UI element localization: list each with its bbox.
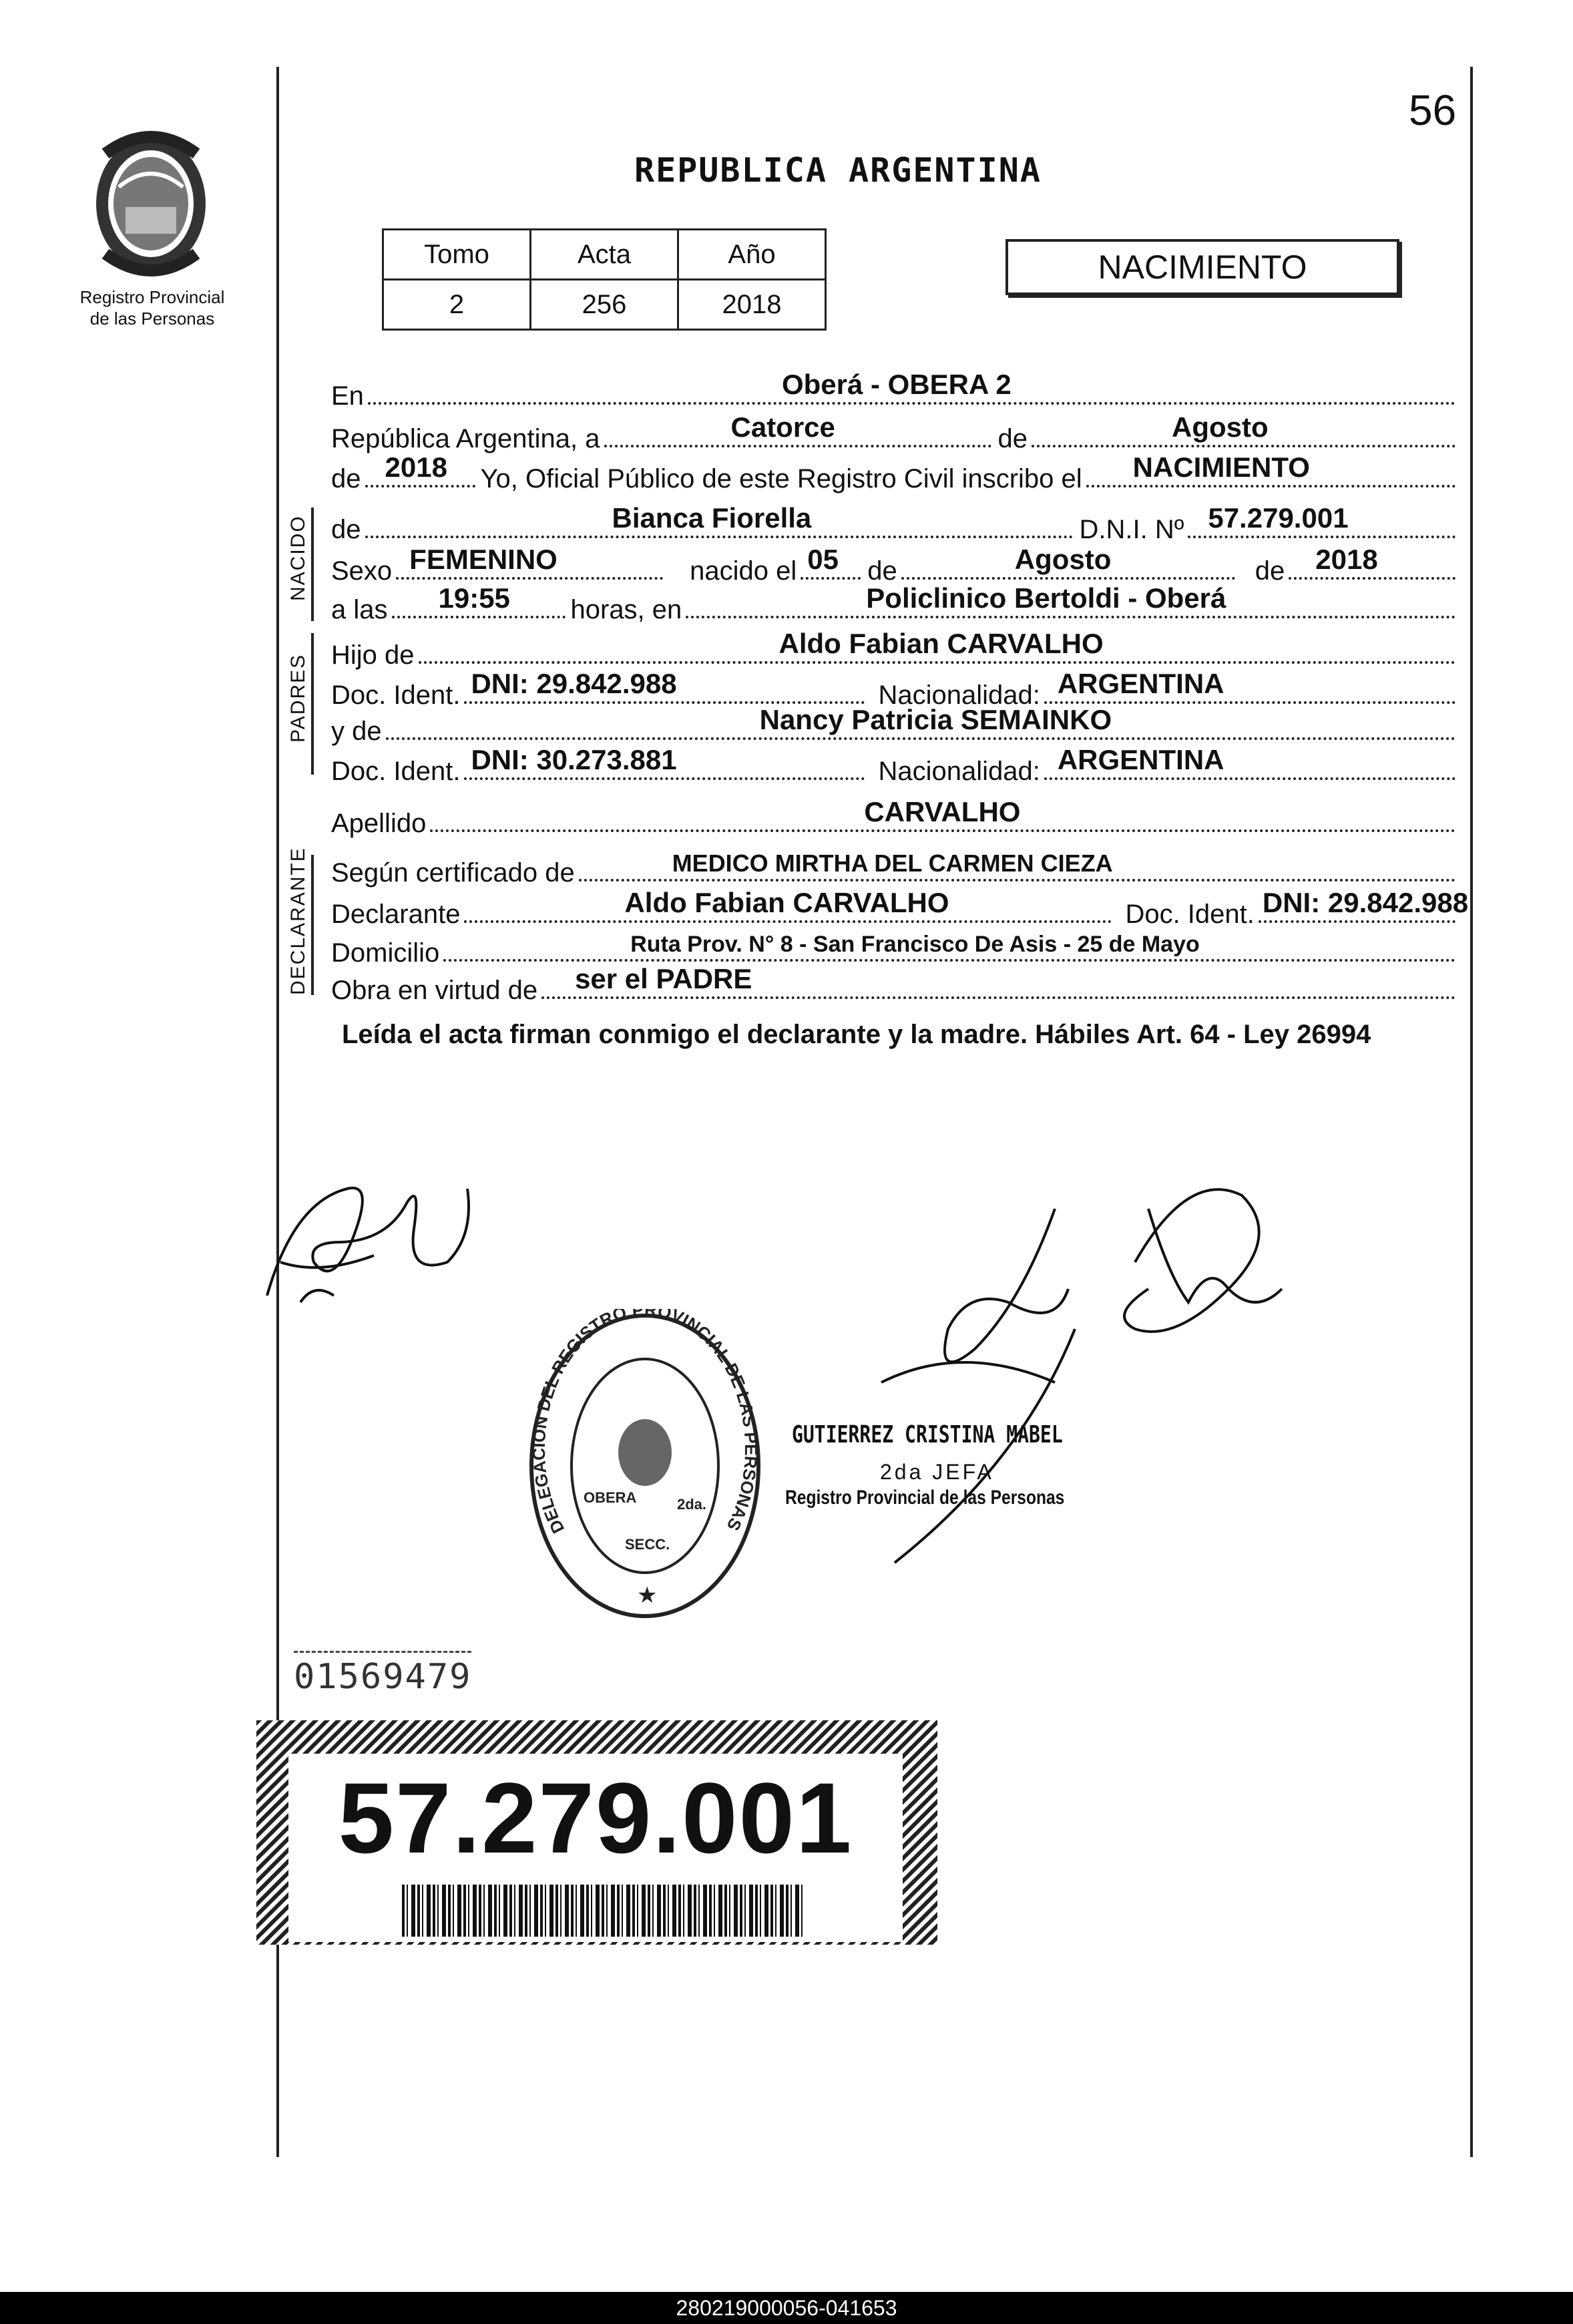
value-birth-place: Policlinico Bertoldi - Oberá xyxy=(866,582,1226,614)
row-year xyxy=(331,451,1455,494)
label-decl-doc: Doc. Ident. xyxy=(1125,900,1255,929)
label-horas: horas, en xyxy=(570,595,682,624)
label-declarante: Declarante xyxy=(331,900,461,929)
stamp-inner-bottom: SECC. xyxy=(625,1536,670,1553)
row-father xyxy=(331,630,1455,670)
value-birth-year: 2018 xyxy=(1315,544,1378,575)
value-mother-nationality: ARGENTINA xyxy=(1057,744,1224,775)
logo-caption-2: de las Personas xyxy=(89,309,215,329)
label-nac-mother: Nacionalidad: xyxy=(878,757,1040,786)
label-domicilio: Domicilio xyxy=(331,938,440,968)
official-title: 2da JEFA xyxy=(880,1460,994,1484)
closing-statement: Leída el acta firman conmigo el declarante y la madre. Hábiles Art. 64 - Ley 26994 xyxy=(342,1020,1371,1049)
logo-caption-1: Registro Provincial xyxy=(79,287,225,307)
stamp-ring-text: DELEGACION DEL REGISTRO PROVINCIAL DE LAS PERSONAS xyxy=(528,1309,762,1537)
value-month: Agosto xyxy=(1172,411,1269,443)
row-date xyxy=(331,411,1455,454)
label-sexo: Sexo xyxy=(331,556,393,586)
registrar-signature xyxy=(855,1129,1309,1596)
label-obra: Obra en virtud de xyxy=(331,976,538,1005)
official-name: GUTIERREZ CRISTINA MABEL xyxy=(792,1421,1063,1448)
row-surname xyxy=(331,796,1455,839)
label-certificado: Según certificado de xyxy=(331,858,575,888)
table-header-ano: Año xyxy=(678,230,826,280)
label-apellido: Apellido xyxy=(331,809,427,838)
value-inscribo: NACIMIENTO xyxy=(1132,451,1310,483)
record-table xyxy=(382,228,827,331)
stamp-inner-right: 2da. xyxy=(677,1496,707,1513)
table-value-ano: 2018 xyxy=(678,280,826,330)
dni-label-inner xyxy=(288,1754,903,1942)
dni-label xyxy=(256,1720,937,1945)
label-de-month: de xyxy=(997,424,1028,453)
official-office: Registro Provincial de las Personas xyxy=(785,1487,1065,1509)
serial-number xyxy=(294,1651,471,1697)
label-de-year: de xyxy=(331,464,361,494)
stamp-inner-left: OBERA xyxy=(584,1489,637,1506)
footer-code: 280219000056-041653 xyxy=(676,2295,897,2320)
row-obra xyxy=(331,963,1455,1006)
value-sexo: FEMENINO xyxy=(409,544,557,575)
value-father-doc: DNI: 29.842.988 xyxy=(471,668,677,699)
value-day-words: Catorce xyxy=(730,411,835,443)
province-logo xyxy=(79,127,223,280)
record-type: NACIMIENTO xyxy=(1098,248,1307,286)
value-birth-day: 05 xyxy=(807,544,839,575)
dni-label-number: 57.279.001 xyxy=(338,1762,853,1874)
row-domicilio xyxy=(331,928,1455,968)
value-surname: CARVALHO xyxy=(864,796,1021,827)
value-domicilio: Ruta Prov. N° 8 - San Francisco De Asis - 25 de Mayo xyxy=(630,932,1200,957)
serial-number-text: 01569479 xyxy=(294,1657,472,1697)
row-declarante xyxy=(331,887,1469,930)
value-obra: ser el PADRE xyxy=(575,963,752,994)
row-sexo xyxy=(331,546,1455,586)
value-mother-name: Nancy Patricia SEMAINKO xyxy=(759,704,1112,735)
bracket-nacido xyxy=(311,508,314,621)
value-declarante: Aldo Fabian CARVALHO xyxy=(624,887,949,918)
row-mother-doc xyxy=(331,744,1455,787)
label-doc-father: Doc. Ident. xyxy=(331,681,461,710)
side-label-declarante: DECLARANTE xyxy=(287,847,309,995)
row-mother xyxy=(331,704,1455,747)
declarant-signature xyxy=(254,1162,494,1322)
label-name: de xyxy=(331,515,361,544)
page-number: 56 xyxy=(1409,86,1457,134)
label-republica: República Argentina, a xyxy=(331,424,600,453)
official-stamp xyxy=(525,1309,765,1623)
label-doc-mother: Doc. Ident. xyxy=(331,757,461,786)
label-nacido: nacido el xyxy=(690,556,797,586)
country-heading: REPUBLICA ARGENTINA xyxy=(634,151,1042,190)
label-inscribo: Yo, Oficial Público de este Registro Civil inscribo el xyxy=(480,464,1082,494)
footer-bar xyxy=(0,2292,1573,2324)
stamp-star-icon: ★ xyxy=(637,1583,658,1608)
value-decl-doc: DNI: 29.842.988 xyxy=(1262,887,1469,918)
row-name xyxy=(331,502,1455,545)
margin-line-right xyxy=(1470,67,1473,2157)
record-type-box xyxy=(1005,239,1399,295)
bracket-padres xyxy=(311,633,314,775)
row-time xyxy=(331,582,1455,625)
label-dni: D.N.I. Nº xyxy=(1079,515,1184,544)
value-mother-doc: DNI: 30.273.881 xyxy=(471,744,677,775)
table-value-tomo: 2 xyxy=(383,280,531,330)
label-birth-de: de xyxy=(867,556,897,586)
label-yde: y de xyxy=(331,717,382,746)
label-birth-de2: de xyxy=(1255,556,1285,586)
value-time: 19:55 xyxy=(438,582,510,614)
bracket-declarante xyxy=(311,855,314,995)
label-nac-father: Nacionalidad: xyxy=(878,681,1040,710)
side-label-nacido: NACIDO xyxy=(287,515,309,601)
value-father-nationality: ARGENTINA xyxy=(1057,668,1224,699)
row-certificado xyxy=(331,848,1455,888)
row-en xyxy=(331,371,1455,411)
table-header-acta: Acta xyxy=(531,230,678,280)
value-name: Bianca Fiorella xyxy=(612,502,812,534)
value-birth-month: Agosto xyxy=(1014,544,1112,575)
label-en: En xyxy=(331,381,364,411)
value-dni: 57.279.001 xyxy=(1208,502,1349,534)
dni-barcode xyxy=(402,1885,803,1937)
table-value-acta: 256 xyxy=(531,280,678,330)
value-en: Oberá - OBERA 2 xyxy=(781,369,1012,400)
value-certificado: MEDICO MIRTHA DEL CARMEN CIEZA xyxy=(672,849,1113,877)
value-year: 2018 xyxy=(385,451,447,483)
value-father-name: Aldo Fabian CARVALHO xyxy=(778,628,1104,659)
label-alas: a las xyxy=(331,595,388,624)
side-label-padres: PADRES xyxy=(287,653,309,743)
label-hijo: Hijo de xyxy=(331,640,415,670)
table-header-tomo: Tomo xyxy=(383,230,531,280)
